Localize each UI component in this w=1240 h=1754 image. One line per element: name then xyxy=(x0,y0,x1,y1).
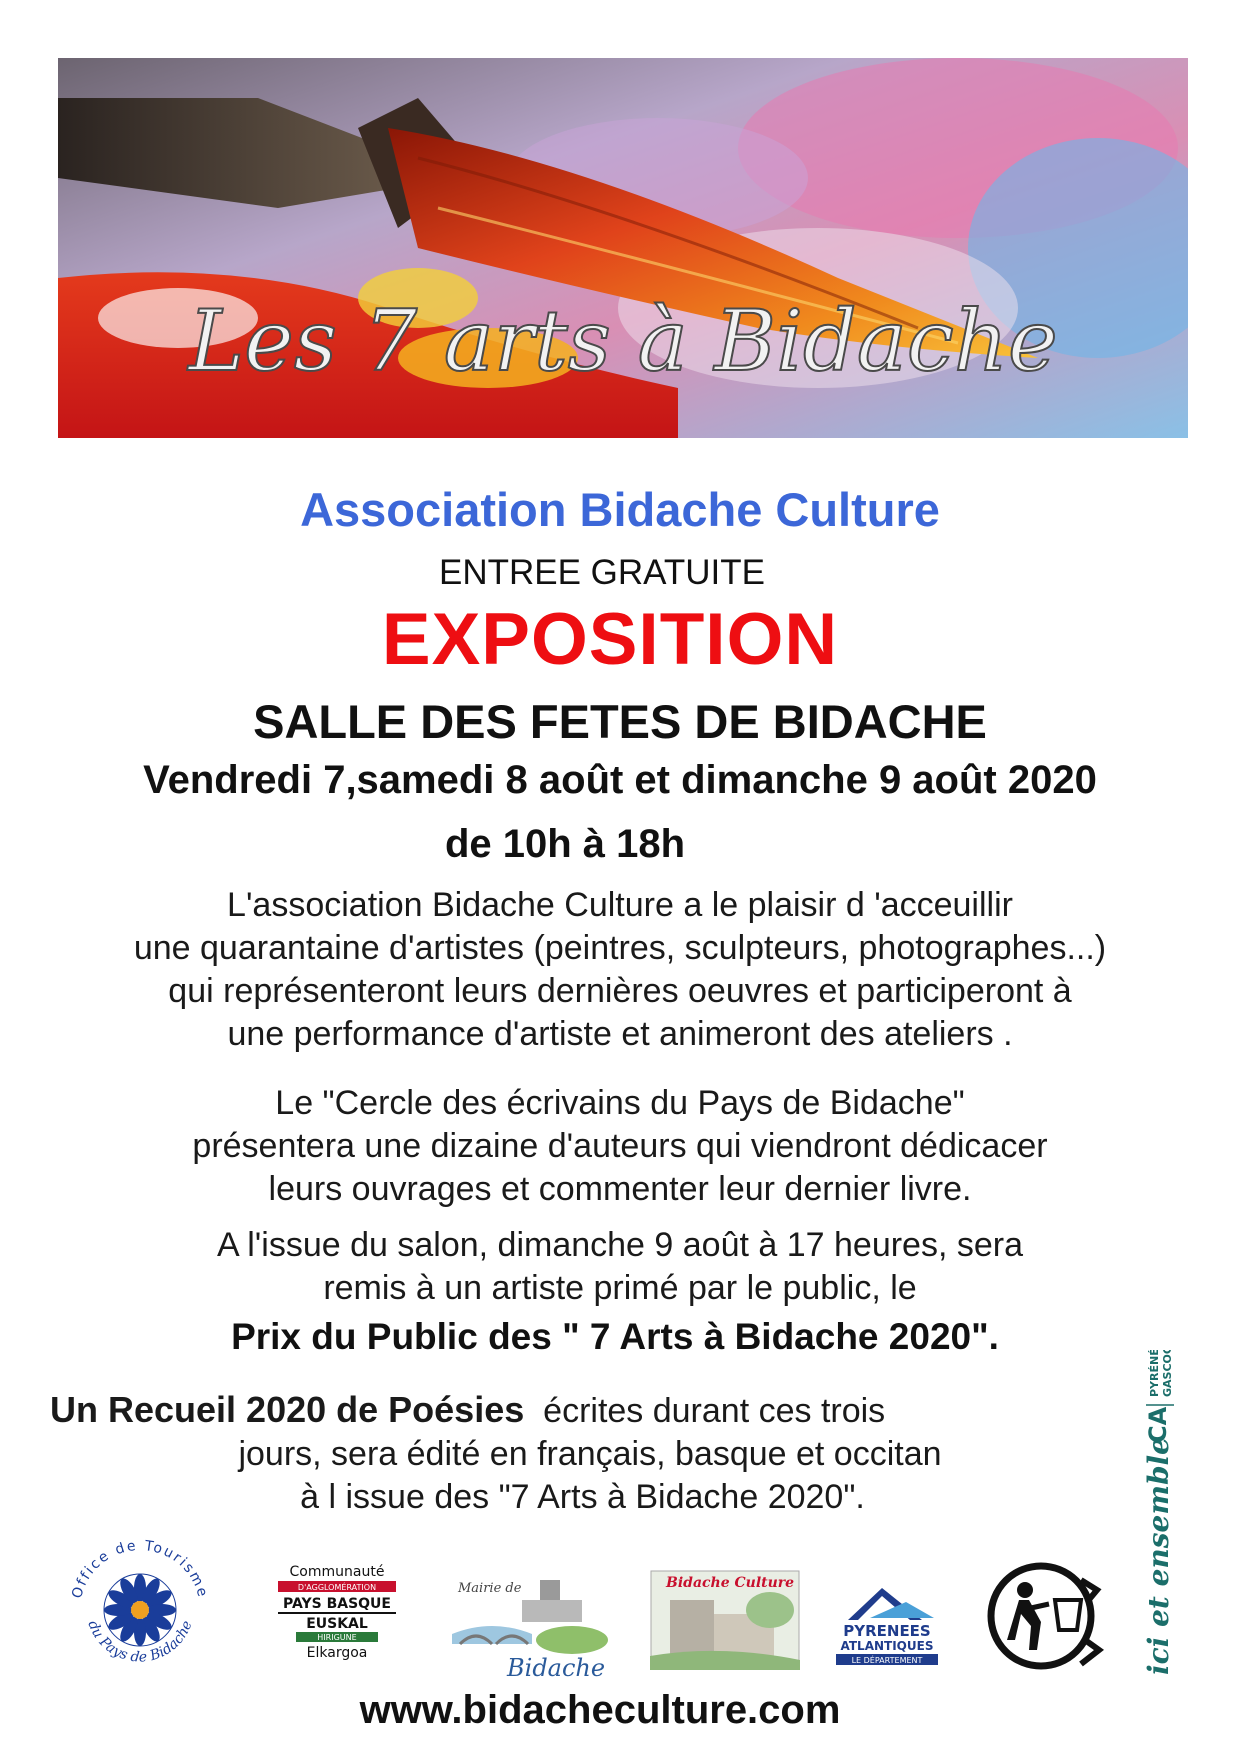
banner-title: Les 7 arts à Bidache xyxy=(188,292,1058,390)
side-gascogne: GASCOGNE xyxy=(1161,1350,1174,1397)
mairie-label: Mairie de xyxy=(458,1581,522,1596)
pays-basque-label: PAYS BASQUE xyxy=(283,1596,391,1612)
exposition-heading: EXPOSITION xyxy=(381,599,839,680)
atlantiques-label: ATLANTIQUES xyxy=(840,1639,934,1653)
text-line: à l issue des "7 Arts à Bidache 2020". xyxy=(300,1478,865,1516)
text-line: une quarantaine d'artistes (peintres, sculpteurs, photographes...) xyxy=(133,929,1107,967)
pyrenees-atlantiques-logo xyxy=(830,1582,945,1666)
bidache-culture-label: Bidache Culture xyxy=(666,1575,795,1591)
paragraph-writers xyxy=(0,1082,1240,1211)
euskal-label: EUSKAL xyxy=(306,1616,368,1632)
ca-mark: CA xyxy=(1144,1406,1172,1443)
communaute-label: Communauté xyxy=(289,1564,385,1580)
text-line: une performance d'artiste et animeront des ateliers . xyxy=(227,1015,1013,1053)
communaute-pays-basque-logo xyxy=(272,1562,402,1662)
partner-logos xyxy=(0,1530,1240,1680)
side-slogan: ici et ensemble xyxy=(1142,1437,1175,1675)
side-pyrenees: PYRÉNÉES xyxy=(1148,1350,1161,1397)
mairie-name: Bidache xyxy=(507,1654,606,1682)
free-entry-label: ENTREE GRATUITE xyxy=(438,553,766,592)
text-line: Le "Cercle des écrivains du Pays de Bidache" xyxy=(275,1084,965,1122)
pyrenees-label: PYRENEES xyxy=(843,1622,931,1640)
paragraph-award xyxy=(0,1224,1240,1310)
text-line: jours, sera édité en français, basque et occitan xyxy=(238,1435,942,1473)
office-arc-subtitle: du Pays de Bidache xyxy=(84,1618,196,1666)
departement-label: LE DÉPARTEMENT xyxy=(851,1656,923,1665)
paragraph-artists xyxy=(0,884,1240,1056)
text-line: leurs ouvrages et commenter leur dernier livre. xyxy=(268,1170,972,1208)
elkargoa-label: Elkargoa xyxy=(306,1645,368,1661)
text-line: remis à un artiste primé par le public, le xyxy=(323,1269,917,1307)
text-line: qui représenteront leurs dernières oeuvres et participeront à xyxy=(168,972,1072,1010)
event-dates: Vendredi 7,samedi 8 août et dimanche 9 août 2020 xyxy=(143,758,1097,802)
office-tourisme-logo xyxy=(60,1530,220,1680)
hirigune-label: HIRIGUNE xyxy=(317,1633,357,1642)
recycle-icon xyxy=(985,1560,1105,1676)
mairie-bidache-logo xyxy=(452,1572,612,1684)
poetry-collection xyxy=(0,1388,1240,1519)
office-arc-title: Office de Tourisme xyxy=(69,1537,211,1601)
bidache-culture-logo xyxy=(650,1570,800,1670)
text-line: écrites durant ces trois xyxy=(543,1392,886,1430)
agglomeration-label: D'AGGLOMÉRATION xyxy=(297,1583,377,1592)
public-prize: Prix du Public des " 7 Arts à Bidache 2020". xyxy=(231,1316,999,1357)
poetry-collection-bold: Un Recueil 2020 de Poésies xyxy=(50,1389,525,1430)
text-line: L'association Bidache Culture a le plaisir d 'acceuillir xyxy=(227,886,1013,924)
text-line: présentera une dizaine d'auteurs qui viendront dédicacer xyxy=(192,1127,1048,1165)
text-line: A l'issue du salon, dimanche 9 août à 17 heures, sera xyxy=(216,1226,1023,1264)
venue-heading: SALLE DES FETES DE BIDACHE xyxy=(253,695,987,748)
event-hours: de 10h à 18h xyxy=(444,822,686,866)
website-link[interactable]: www.bidacheculture.com xyxy=(359,1688,841,1732)
association-title: Association Bidache Culture xyxy=(300,483,940,536)
banner-image xyxy=(58,58,1188,438)
